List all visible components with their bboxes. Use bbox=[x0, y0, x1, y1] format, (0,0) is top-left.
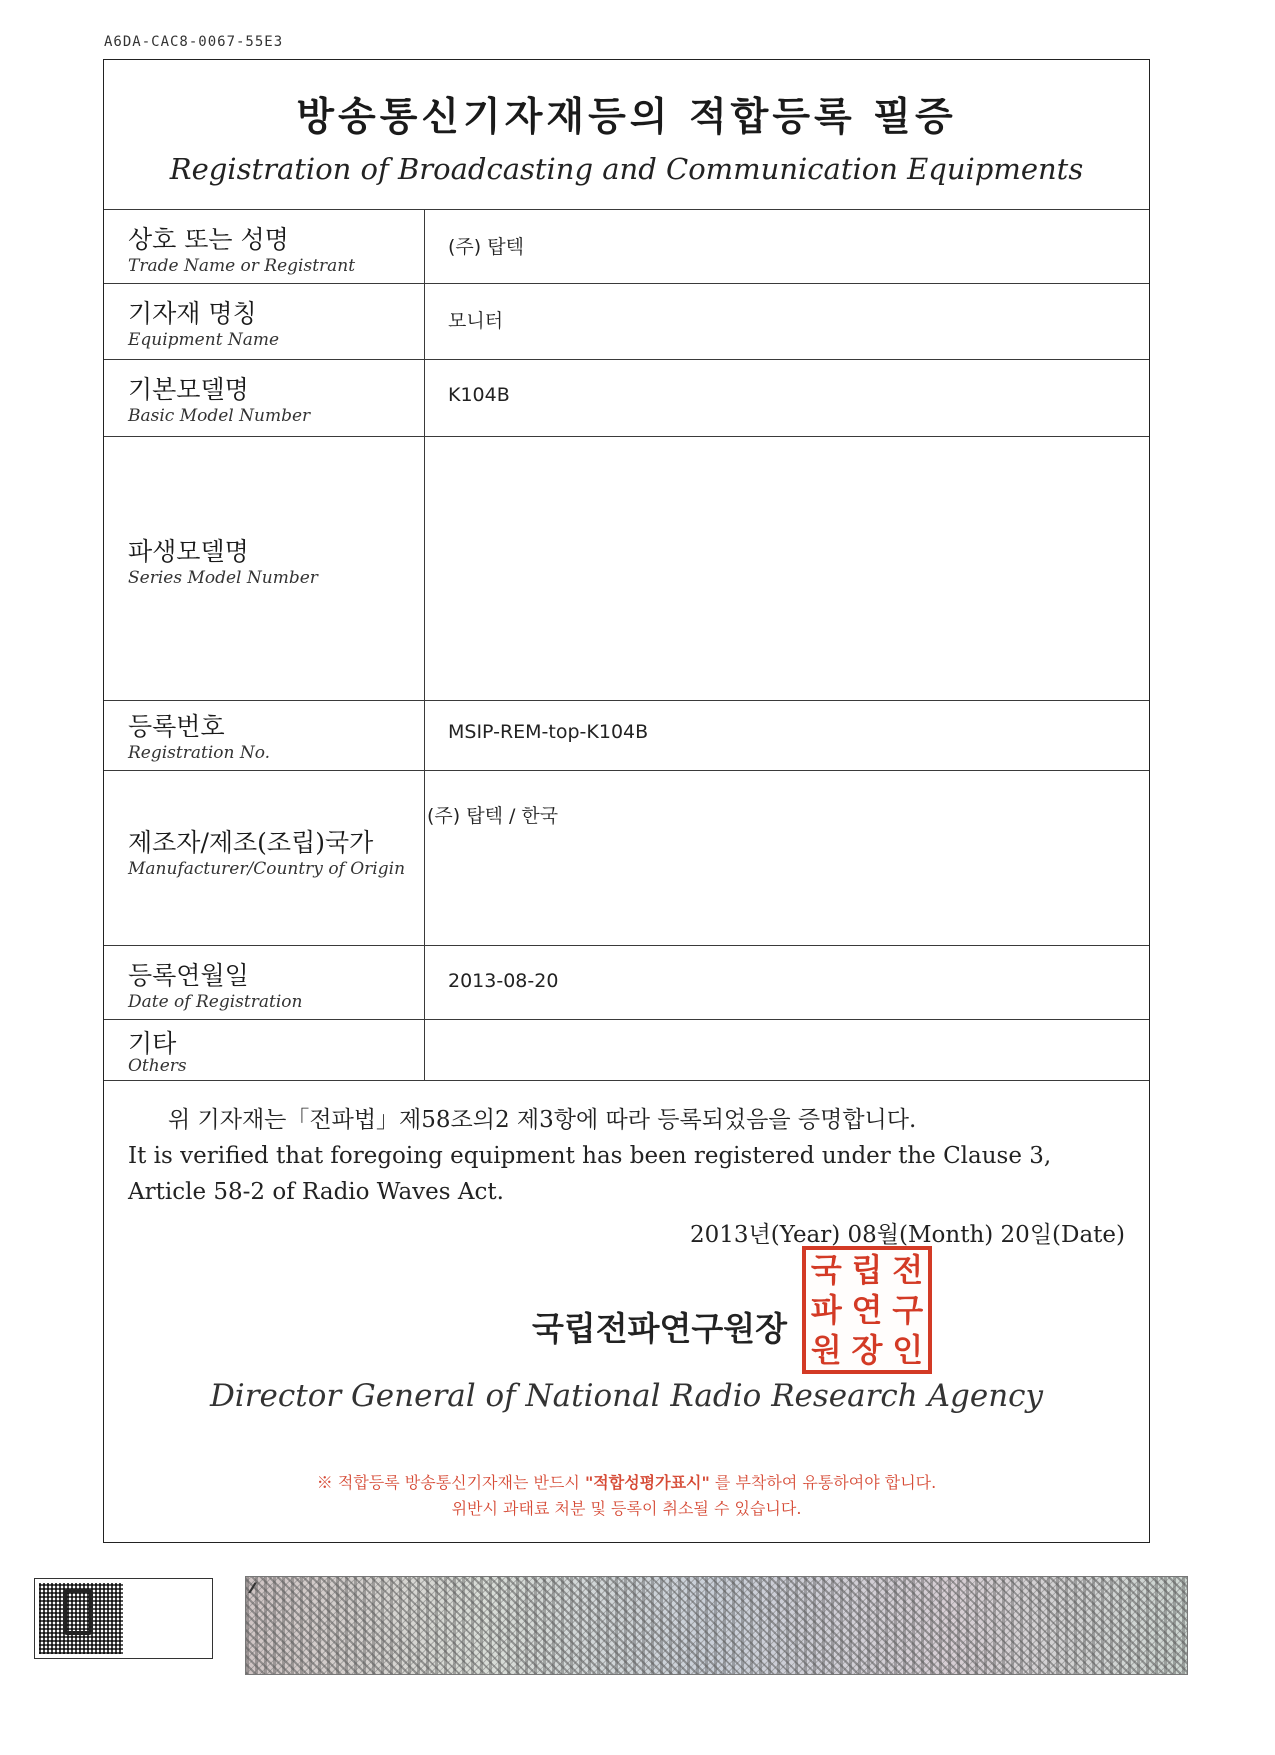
row-equipment-name bbox=[104, 283, 1149, 359]
row-manufacturer bbox=[104, 770, 1149, 945]
notice-prefix: ※ 적합등록 방송통신기자재는 반드시 bbox=[316, 1473, 585, 1492]
label-en: Others bbox=[128, 1056, 187, 1076]
label-en: Trade Name or Registrant bbox=[128, 256, 356, 276]
label-ko: 등록연월일 bbox=[128, 961, 249, 990]
value-manufacturer: (주) 탑텍 / 한국 bbox=[427, 805, 559, 827]
label-cell bbox=[104, 437, 425, 700]
row-others bbox=[104, 1019, 1149, 1081]
label-ko: 기본모델명 bbox=[128, 375, 249, 404]
title-korean: 방송통신기자재등의 적합등록 필증 bbox=[296, 94, 957, 140]
notice-line1 bbox=[104, 1470, 1149, 1493]
label-cell bbox=[104, 946, 425, 1019]
label-ko: 기자재 명칭 bbox=[128, 299, 257, 328]
value-trade-name: (주) 탑텍 bbox=[448, 236, 524, 258]
row-date bbox=[104, 945, 1149, 1019]
seal-char: 인 bbox=[892, 1331, 924, 1369]
value-registration-no: MSIP-REM-top-K104B bbox=[448, 721, 649, 743]
row-trade-name bbox=[104, 209, 1149, 283]
issue-date: 2013년(Year) 08월(Month) 20일(Date) bbox=[690, 1222, 1125, 1248]
statement-english-line1: It is verified that foregoing equipment has been registered under the Clause 3, bbox=[128, 1143, 1052, 1169]
signer-english: Director General of National Radio Research Agency bbox=[209, 1378, 1044, 1414]
certification-statement bbox=[128, 1102, 1128, 1210]
label-en: Date of Registration bbox=[128, 992, 303, 1012]
label-en: Series Model Number bbox=[128, 568, 318, 588]
seal-char: 구 bbox=[892, 1291, 924, 1329]
value-basic-model: K104B bbox=[448, 384, 510, 406]
label-cell bbox=[104, 284, 425, 359]
seal-char: 전 bbox=[892, 1251, 924, 1289]
statement-english-line2: Article 58-2 of Radio Waves Act. bbox=[128, 1179, 504, 1205]
label-en: Manufacturer/Country of Origin bbox=[128, 859, 406, 879]
label-cell bbox=[104, 210, 425, 283]
label-ko: 기타 bbox=[128, 1029, 177, 1058]
notice-line2: 위반시 과태료 처분 및 등록이 취소될 수 있습니다. bbox=[451, 1499, 802, 1518]
label-cell bbox=[104, 1020, 425, 1080]
seal-char: 파 bbox=[810, 1291, 842, 1329]
seal-char: 장 bbox=[851, 1331, 883, 1369]
signer-korean: 국립전파연구원장 bbox=[532, 1309, 788, 1348]
seal-char: 국 bbox=[810, 1251, 842, 1289]
value-date: 2013-08-20 bbox=[448, 970, 559, 992]
label-cell bbox=[104, 701, 425, 770]
title-english: Registration of Broadcasting and Communication Equipments bbox=[169, 152, 1084, 186]
notice-emphasis: "적합성평가표시" bbox=[584, 1473, 710, 1492]
document-id: A6DA-CAC8-0067-55E3 bbox=[104, 34, 284, 50]
row-series-model bbox=[104, 436, 1149, 700]
label-ko: 등록번호 bbox=[128, 712, 225, 741]
value-equipment-name: 모니터 bbox=[448, 310, 504, 332]
label-en: Basic Model Number bbox=[128, 406, 311, 426]
official-seal bbox=[802, 1246, 932, 1374]
label-ko: 상호 또는 성명 bbox=[128, 225, 289, 254]
notice-suffix: 를 부착하여 유통하여야 합니다. bbox=[709, 1473, 937, 1492]
seal-char: 원 bbox=[810, 1331, 842, 1369]
label-cell bbox=[104, 771, 425, 945]
seal-char: 연 bbox=[851, 1291, 883, 1329]
security-code-box bbox=[34, 1578, 213, 1659]
label-en: Equipment Name bbox=[128, 330, 280, 350]
label-ko: 파생모델명 bbox=[128, 537, 249, 566]
label-ko: 제조자/제조(조립)국가 bbox=[128, 828, 374, 857]
statement-korean: 위 기자재는「전파법」제58조의2 제3항에 따라 등록되었음을 증명합니다. bbox=[168, 1107, 917, 1133]
row-registration-no bbox=[104, 700, 1149, 770]
row-basic-model bbox=[104, 359, 1149, 436]
security-strip bbox=[245, 1576, 1188, 1675]
label-en: Registration No. bbox=[128, 743, 271, 763]
certificate bbox=[103, 59, 1150, 1543]
label-cell bbox=[104, 360, 425, 436]
emblem-icon bbox=[63, 1589, 93, 1635]
seal-char: 립 bbox=[851, 1251, 883, 1289]
